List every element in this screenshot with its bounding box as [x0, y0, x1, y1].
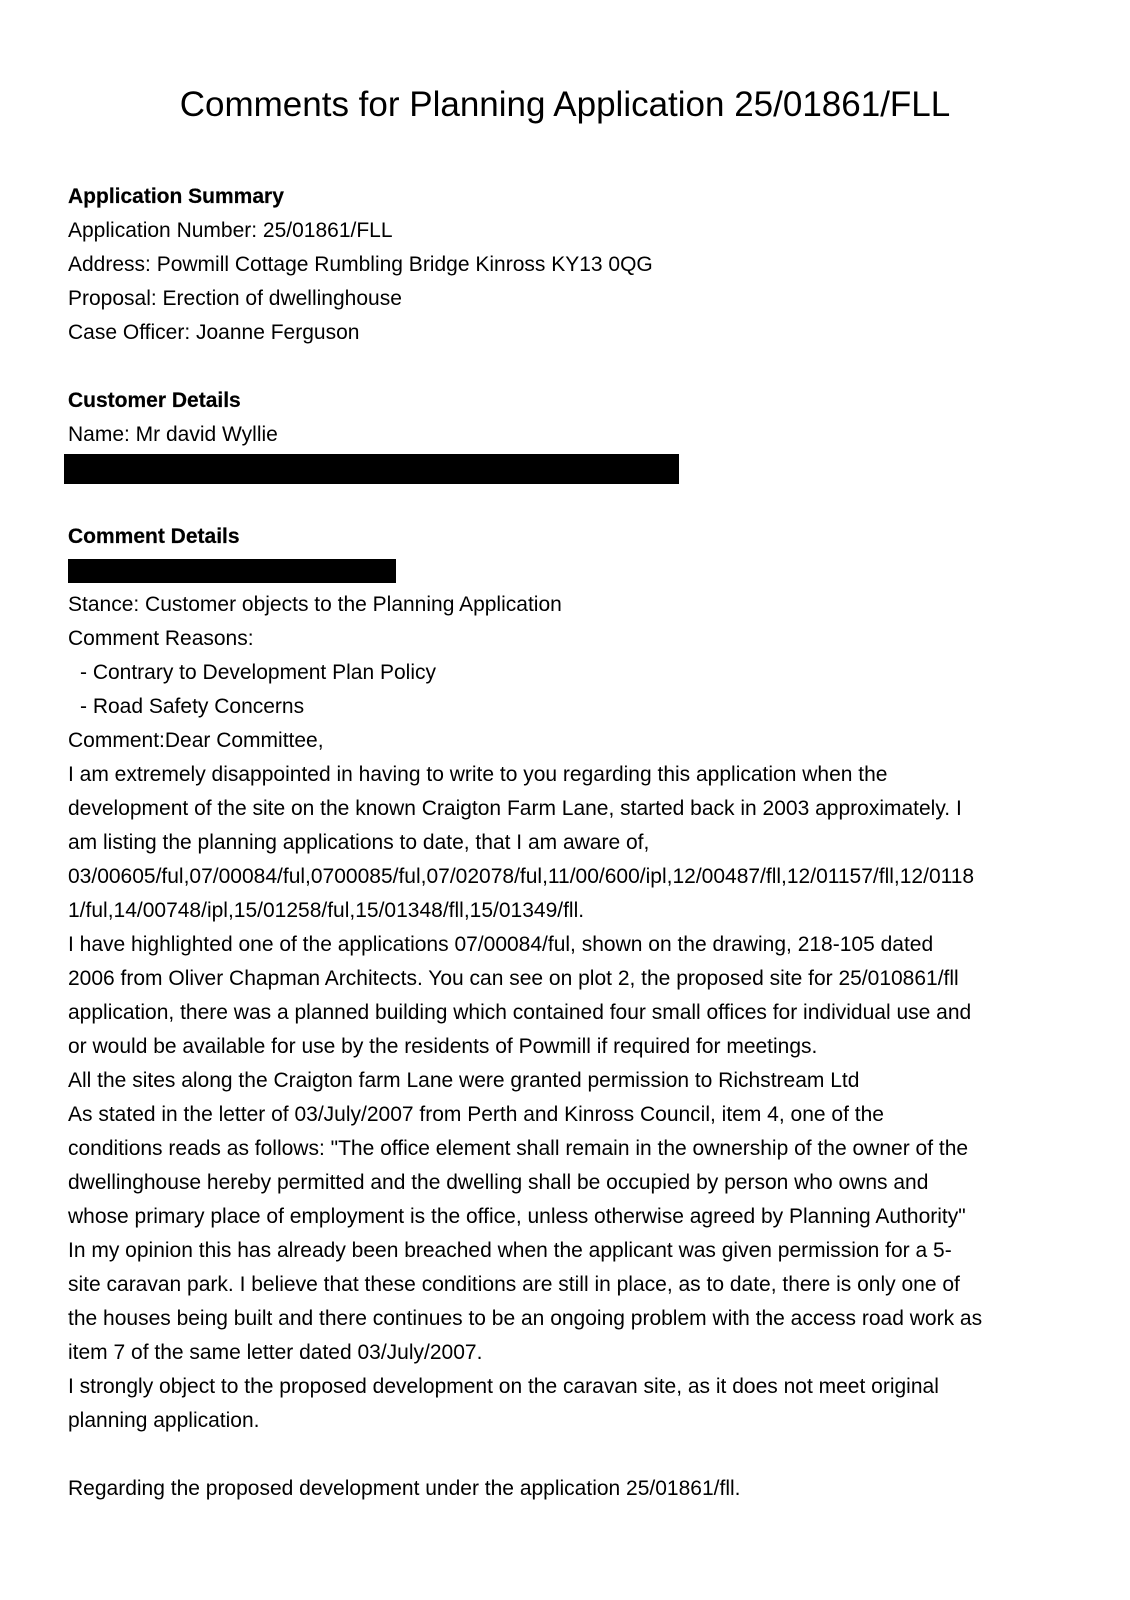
comment-line: application, there was a planned building which contained four small offices for individual use and	[68, 1001, 972, 1024]
comment-line: whose primary place of employment is the office, unless otherwise agreed by Planning Authority"	[68, 1205, 966, 1228]
application-address: Address: Powmill Cottage Rumbling Bridge Kinross KY13 0QG	[68, 253, 653, 276]
comment-reasons-label: Comment Reasons:	[68, 627, 254, 650]
page-title: Comments for Planning Application 25/01861/FLL	[179, 85, 951, 124]
comment-line: conditions reads as follows: "The office element shall remain in the ownership of the owner of the	[68, 1137, 969, 1160]
customer-details-heading: Customer Details	[68, 389, 241, 412]
redacted-date-block	[68, 559, 396, 583]
section-spacer	[68, 486, 1068, 520]
comment-details-section	[68, 520, 1068, 1506]
comment-line: 1/ful,14/00748/ipl,15/01258/ful,15/01348/fll,15/01349/fll.	[68, 899, 585, 922]
comment-details-heading: Comment Details	[68, 525, 240, 548]
document-body	[68, 180, 1068, 1506]
comment-line: development of the site on the known Craigton Farm Lane, started back in 2003 approximately. I	[68, 797, 962, 820]
redacted-address-block	[64, 454, 679, 484]
comment-line: I have highlighted one of the applications 07/00084/ful, shown on the drawing, 218-105 dated	[68, 933, 934, 956]
comment-line: In my opinion this has already been breached when the applicant was given permission for a 5-	[68, 1239, 952, 1262]
comment-line: item 7 of the same letter dated 03/July/2007.	[68, 1341, 483, 1364]
comment-line: site caravan park. I believe that these conditions are still in place, as to date, there is only one of	[68, 1273, 960, 1296]
comment-line: I strongly object to the proposed development on the caravan site, as it does not meet original	[68, 1375, 939, 1398]
comment-line: dwellinghouse hereby permitted and the dwelling shall be occupied by person who owns and	[68, 1171, 929, 1194]
comment-line: 2006 from Oliver Chapman Architects. You can see on plot 2, the proposed site for 25/010861/fll	[68, 967, 959, 990]
comment-line: am listing the planning applications to date, that I am aware of,	[68, 831, 650, 854]
customer-details-section	[68, 384, 1068, 484]
paragraph-spacer	[68, 1438, 1068, 1472]
section-spacer	[68, 350, 1068, 384]
comment-reason-item: - Road Safety Concerns	[80, 695, 305, 718]
comment-line: Comment:Dear Committee,	[68, 729, 324, 752]
application-number: Application Number: 25/01861/FLL	[68, 219, 393, 242]
comment-line: planning application.	[68, 1409, 260, 1432]
comment-line: I am extremely disappointed in having to write to you regarding this application when the	[68, 763, 888, 786]
case-officer: Case Officer: Joanne Ferguson	[68, 321, 360, 344]
comment-closing-line: Regarding the proposed development under the application 25/01861/fll.	[68, 1477, 741, 1500]
comment-line: All the sites along the Craigton farm Lane were granted permission to Richstream Ltd	[68, 1069, 860, 1092]
comment-stance: Stance: Customer objects to the Planning Application	[68, 593, 562, 616]
comment-line: 03/00605/ful,07/00084/ful,0700085/ful,07/02078/ful,11/00/600/ipl,12/00487/fll,12/01157/fll,12/0118	[68, 865, 975, 888]
comment-line: the houses being built and there continues to be an ongoing problem with the access road work as	[68, 1307, 983, 1330]
application-summary-section	[68, 180, 1068, 350]
customer-name: Name: Mr david Wyllie	[68, 423, 278, 446]
application-proposal: Proposal: Erection of dwellinghouse	[68, 287, 402, 310]
comment-line: or would be available for use by the residents of Powmill if required for meetings.	[68, 1035, 818, 1058]
comment-line: As stated in the letter of 03/July/2007 from Perth and Kinross Council, item 4, one of the	[68, 1103, 884, 1126]
application-summary-heading: Application Summary	[68, 185, 284, 208]
comment-reason-item: - Contrary to Development Plan Policy	[80, 661, 436, 684]
comment-text	[68, 724, 1068, 1438]
